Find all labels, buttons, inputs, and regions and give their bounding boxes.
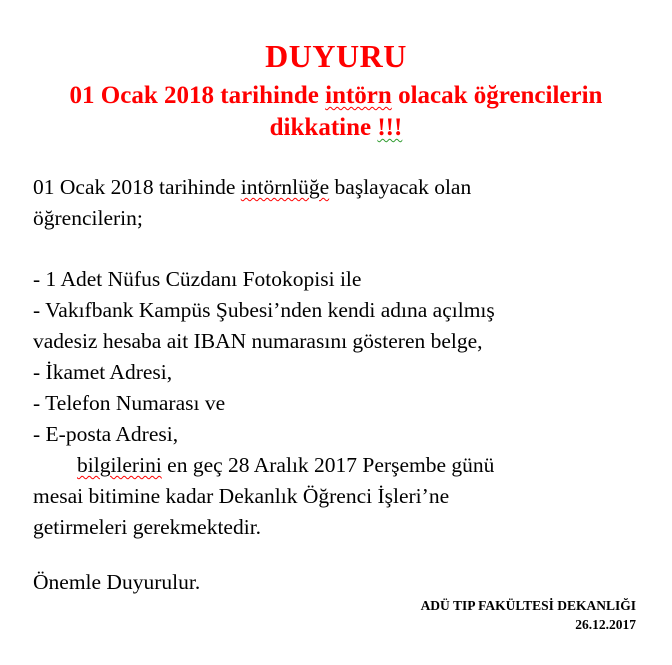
sign-off-text: Önemle Duyurulur.	[33, 570, 201, 594]
body-text: en geç 28 Aralık 2017 Perşembe günü	[161, 453, 495, 477]
spellcheck-flagged-word: intörnlüğe	[240, 175, 330, 199]
intro-line-2: öğrencilerin;	[33, 206, 143, 230]
body-text: 01 Ocak 2018 tarihinde	[33, 175, 241, 199]
subtitle-line-2	[20, 112, 652, 144]
requirement-item: - Vakıfbank Kampüs Şubesi’nden kendi adına açılmış	[33, 298, 495, 322]
signature-date: 26.12.2017	[575, 617, 636, 632]
intro-line-1	[33, 172, 653, 203]
requirement-item: - Telefon Numarası ve	[33, 391, 226, 415]
body-text: başlayacak olan	[329, 175, 472, 199]
closing-line-1	[33, 450, 653, 481]
announcement-subtitle	[20, 80, 652, 144]
closing-line-2: mesai bitimine kadar Dekanlık Öğrenci İşleri’ne	[33, 484, 450, 508]
signature-block	[421, 596, 636, 634]
sign-off	[33, 567, 653, 598]
spellcheck-flagged-word: intörn	[325, 82, 392, 109]
subtitle-text: olacak öğrencilerin	[391, 82, 603, 109]
signature-office: ADÜ TIP FAKÜLTESİ DEKANLIĞI	[420, 598, 636, 613]
subtitle-text: 01 Ocak 2018 tarihinde	[69, 82, 326, 109]
spellcheck-flagged-word: bilgilerini	[77, 453, 162, 477]
intro-paragraph	[33, 172, 653, 234]
requirement-item: - İkamet Adresi,	[33, 360, 173, 384]
requirement-item-continued: vadesiz hesaba ait IBAN numarasını gösteren belge,	[33, 329, 483, 353]
subtitle-text: dikkatine	[269, 114, 378, 141]
grammar-flagged-text: !!!	[377, 114, 403, 141]
requirement-item: - E-posta Adresi,	[33, 422, 179, 446]
requirement-item: - 1 Adet Nüfus Cüzdanı Fotokopisi ile	[33, 267, 362, 291]
closing-line-3: getirmeleri gerekmektedir.	[33, 515, 262, 539]
requirements-list	[33, 264, 653, 543]
announcement-title: DUYURU	[265, 38, 407, 74]
subtitle-line-1	[20, 80, 652, 112]
